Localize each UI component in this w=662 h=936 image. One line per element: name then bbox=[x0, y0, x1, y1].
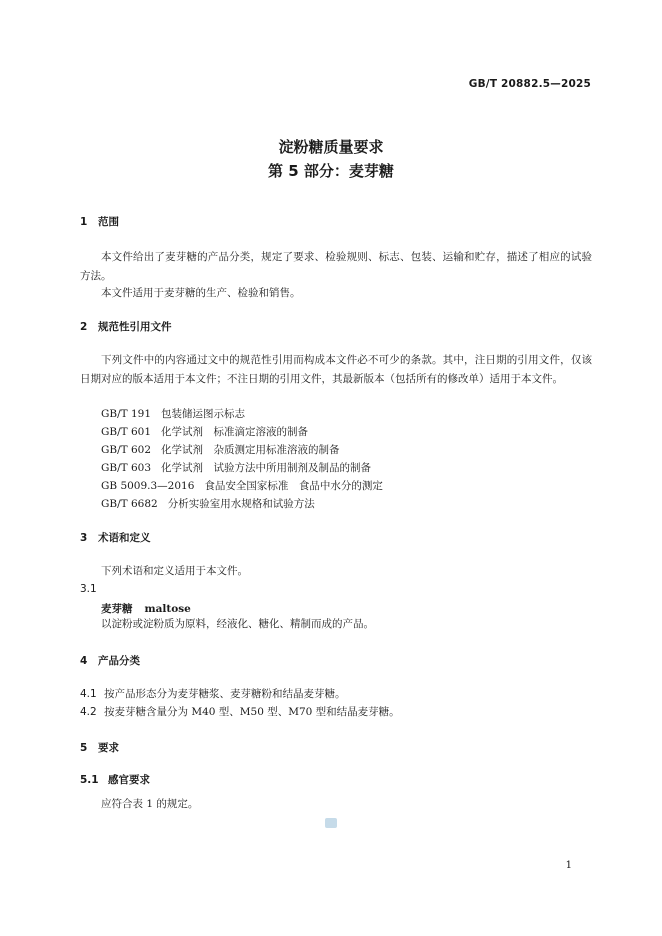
standard-code: GB/T 20882.5—2025 bbox=[468, 78, 591, 90]
term-chinese: 麦芽糖 bbox=[101, 603, 133, 615]
reference-item bbox=[101, 459, 371, 478]
reference-name: 食品安全国家标准 食品中水分的测定 bbox=[204, 480, 383, 492]
doc-title: 淀粉糖质量要求 bbox=[278, 138, 384, 156]
reference-name: 分析实验室用水规格和试验方法 bbox=[167, 498, 315, 510]
subsection-title: 感官要求 bbox=[108, 774, 150, 786]
reference-name: 包装储运图示标志 bbox=[161, 408, 246, 420]
subsection-3-1-number: 3.1 bbox=[80, 583, 97, 595]
section-title: 要求 bbox=[98, 742, 119, 754]
section-2-heading bbox=[80, 319, 172, 334]
doc-subtitle: 第 5 部分：麦芽糖 bbox=[268, 162, 394, 180]
section-number: 5 bbox=[80, 742, 88, 754]
reference-name: 化学试剂 标准滴定溶液的制备 bbox=[161, 426, 309, 438]
section-number: 1 bbox=[80, 216, 88, 228]
reference-code: GB 5009.3—2016 bbox=[101, 480, 195, 492]
item-number: 4.2 bbox=[80, 706, 97, 718]
reference-code: GB/T 191 bbox=[101, 408, 152, 420]
subsection-number: 5.1 bbox=[80, 774, 99, 786]
section-1-heading bbox=[80, 214, 119, 229]
reference-item bbox=[101, 441, 340, 460]
section-4-heading bbox=[80, 653, 140, 668]
classification-item bbox=[80, 686, 346, 701]
classification-item bbox=[80, 704, 400, 719]
reference-item bbox=[101, 405, 245, 424]
section-number: 4 bbox=[80, 655, 88, 667]
section-3-para-1: 下列术语和定义适用于本文件。 bbox=[101, 565, 248, 577]
reference-code: GB/T 601 bbox=[101, 426, 152, 438]
section-title: 规范性引用文件 bbox=[98, 321, 172, 333]
item-number: 4.1 bbox=[80, 688, 97, 700]
section-1-para-1: 本文件给出了麦芽糖的产品分类，规定了要求、检验规则、标志、包装、运输和贮存，描述了相应的试验方法。 bbox=[80, 251, 592, 282]
section-2-para-1: 下列文件中的内容通过文中的规范性引用而构成本文件必不可少的条款。其中，注日期的引用文件，仅该日期对应的版本适用于本文件；不注日期的引用文件，其最新版本（包括所有的修改单）适用于本文件。 bbox=[80, 354, 592, 385]
reference-name: 化学试剂 杂质测定用标准溶液的制备 bbox=[161, 444, 340, 456]
section-3-heading bbox=[80, 530, 151, 545]
reference-item bbox=[101, 423, 308, 442]
section-5-heading bbox=[80, 740, 119, 755]
section-title: 术语和定义 bbox=[98, 532, 151, 544]
section-1-para-2: 本文件适用于麦芽糖的生产、检验和销售。 bbox=[101, 287, 301, 299]
section-title: 范围 bbox=[98, 216, 119, 228]
reference-name: 化学试剂 试验方法中所用制剂及制品的制备 bbox=[161, 462, 372, 474]
term-definition: 以淀粉或淀粉质为原料，经液化、糖化、精制而成的产品。 bbox=[101, 618, 374, 630]
term-english: maltose bbox=[144, 603, 191, 615]
item-text: 按产品形态分为麦芽糖浆、麦芽糖粉和结晶麦芽糖。 bbox=[104, 688, 346, 700]
reference-code: GB/T 602 bbox=[101, 444, 152, 456]
reference-item bbox=[101, 477, 383, 496]
watermark-logo-icon bbox=[325, 818, 337, 828]
reference-code: GB/T 603 bbox=[101, 462, 152, 474]
item-text: 按麦芽糖含量分为 M40 型、M50 型、M70 型和结晶麦芽糖。 bbox=[104, 706, 400, 718]
reference-item bbox=[101, 495, 315, 514]
section-5-1-para: 应符合表 1 的规定。 bbox=[101, 798, 199, 810]
subsection-5-1-heading bbox=[80, 772, 150, 787]
page-number: 1 bbox=[565, 860, 572, 871]
reference-code: GB/T 6682 bbox=[101, 498, 158, 510]
section-title: 产品分类 bbox=[98, 655, 140, 667]
section-number: 3 bbox=[80, 532, 88, 544]
term-entry bbox=[101, 601, 191, 616]
section-number: 2 bbox=[80, 321, 88, 333]
